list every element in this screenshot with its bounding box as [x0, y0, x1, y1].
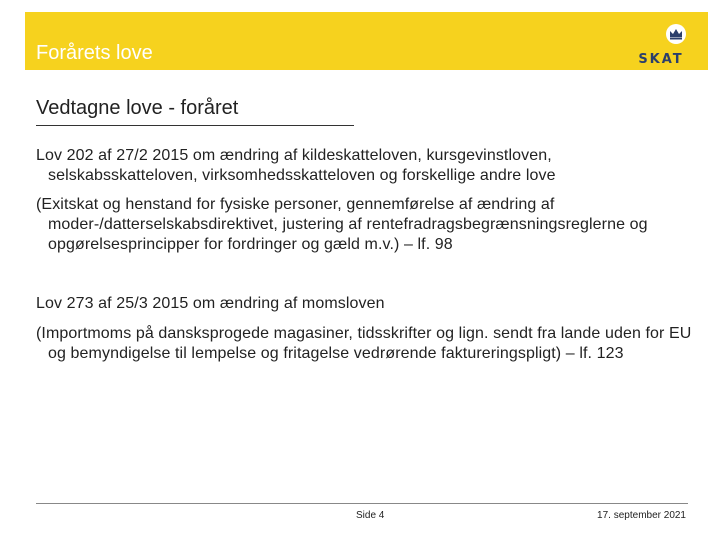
- title-divider: [36, 125, 354, 126]
- footer-date: 17. september 2021: [597, 510, 686, 521]
- law-202-description: (Exitskat og henstand for fysiske personer, gennemførelse af ændring af moder-/datterselskabsdirektivet, justering af rentefradragsbegrænsningsreglerne og opgørelsesprincipper for fordringer og gæld m.v.) – lf. 98: [36, 196, 648, 253]
- skat-logo-text: SKAT: [638, 52, 684, 66]
- slide-title: Forårets love: [36, 42, 153, 64]
- law-273-description: (Importmoms på dansksprogede magasiner, tidsskrifter og lign. sendt fra lande uden for EU og bemyndigelse til lempelse og fritagelse vedrørende faktureringspligt) – lf. 123: [36, 325, 692, 362]
- law-202-heading: Lov 202 af 27/2 2015 om ændring af kildeskatteloven, kursgevinstloven, selskabsskatteloven, virksomhedsskatteloven og forskellige andre love: [36, 147, 556, 184]
- skat-logo: [626, 22, 696, 66]
- page-number: Side 4: [356, 510, 385, 521]
- header-bar: [25, 12, 708, 70]
- section-title: Vedtagne love - foråret: [36, 97, 239, 119]
- law-273-heading: Lov 273 af 25/3 2015 om ændring af momsloven: [36, 295, 385, 312]
- footer-divider: [36, 503, 688, 504]
